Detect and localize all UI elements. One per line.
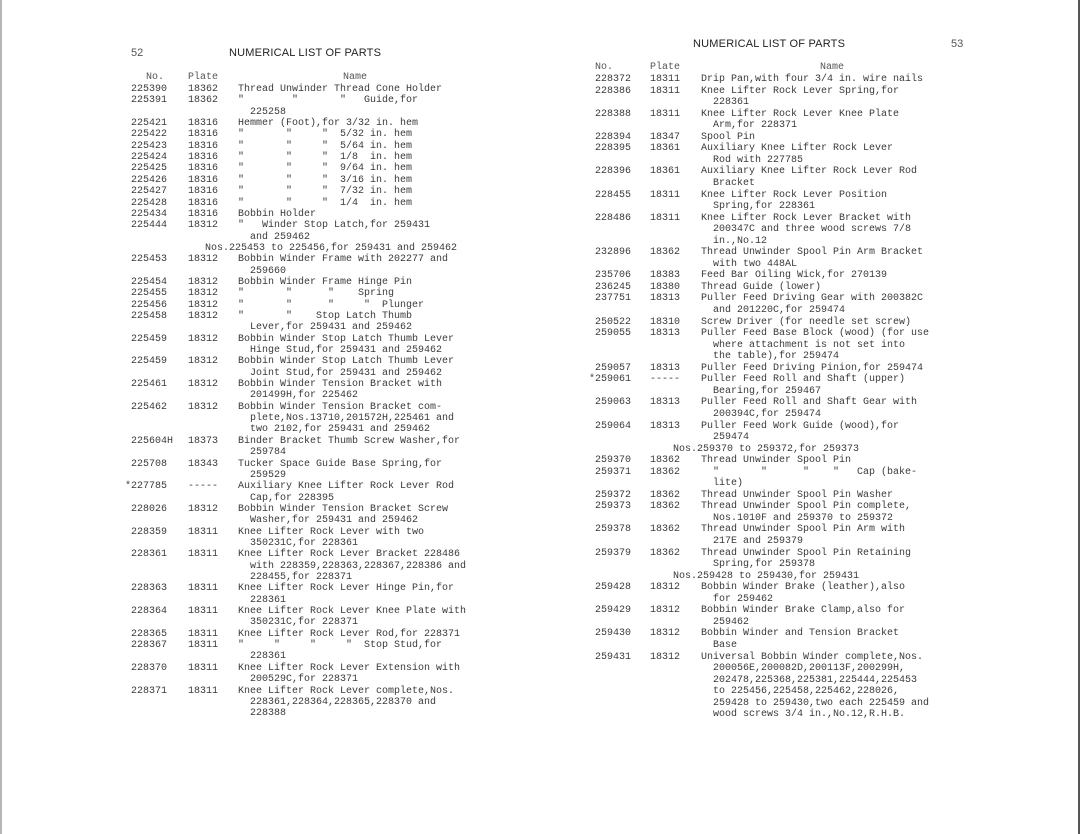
part-name: " " " 5/64 in. hem [238,140,413,152]
plate-number: 18362 [650,547,681,559]
part-name-continuation: Nos.1010F and 259370 to 259372 [713,512,894,524]
plate-number: 18312 [188,299,219,311]
part-name-continuation: 228455,for 228371 [250,572,353,584]
part-number: 235706 [595,270,632,282]
part-name: Drip Pan,with four 3/4 in. wire nails [701,74,924,85]
part-name-continuation: 200529C,for 228371 [250,674,359,686]
part-name-continuation: to 225456,225458,225462,228026, [713,686,900,698]
part-number: 228455 [595,189,632,201]
plate-number: 18311 [650,74,681,85]
part-number: 225462 [131,401,168,413]
part-number: 225428 [131,197,168,209]
plate-number: 18313 [650,397,681,409]
part-name-continuation: 200394C,for 259474 [713,408,822,420]
part-name-continuation: Cap,for 228395 [250,492,335,504]
part-number: 228388 [595,108,632,120]
part-name-continuation: 202478,225368,225381,225444,225453 [713,674,918,686]
part-name-continuation: 259660 [250,265,287,277]
part-name: Knee Lifter Rock Lever Bracket 228486 [238,549,461,561]
page-number: 53 [951,38,964,50]
plate-number: 18312 [188,333,219,345]
part-name: Knee Lifter Rock Lever Hinge Pin,for [238,583,455,595]
part-name: Puller Feed Base Block (wood) (for use [701,328,930,340]
plate-number: 18343 [188,458,219,470]
part-number: 225422 [131,129,168,141]
part-number: 228361 [131,549,168,561]
part-name: Universal Bobbin Winder complete,Nos. [701,651,924,663]
plate-number: 18312 [188,311,219,322]
part-name-continuation: 225258 [250,106,287,118]
part-name: " " " 7/32 in. hem [238,186,413,198]
part-number: 225459 [131,356,168,368]
part-name: Knee Lifter Rock Lever Spring,for [701,85,900,97]
plate-number: 18312 [188,254,219,266]
plate-number: 18311 [188,685,219,697]
plate-number: 18311 [188,662,219,674]
part-number: 228386 [595,85,632,97]
part-name: Screw Driver (for needle set screw) [701,316,912,328]
part-name: " " " " Cap (bake- [701,466,918,478]
part-number: 225604H [131,435,174,447]
plate-number: 18362 [188,84,219,95]
column-header-no: No. [146,72,165,83]
part-name-continuation: 201499H,for 225462 [250,390,359,402]
part-name-continuation: 228361 [713,97,750,109]
plate-number: 18312 [188,503,219,515]
part-number: 259373 [595,501,632,513]
part-name: Puller Feed Work Guide (wood),for [701,420,900,432]
part-number: 259057 [595,362,632,374]
part-name-continuation: 259474 [713,432,750,444]
plate-number: 18316 [188,152,219,164]
part-name: " " " Spring [238,288,395,300]
plate-number: 18311 [188,526,219,538]
part-name: Thread Unwinder Spool Pin Retaining [701,547,912,559]
plate-number: 18312 [188,356,219,368]
plate-number: 18347 [650,131,681,143]
plate-number: 18362 [650,455,681,467]
part-name: Bobbin Winder and Tension Bracket [701,628,900,640]
plate-number: 18316 [188,208,219,220]
plate-number: 18362 [650,524,681,536]
plate-number: 18383 [650,270,681,282]
plate-number: 18316 [188,186,219,198]
part-name: Puller Feed Roll and Shaft Gear with [701,397,918,409]
part-name-continuation: 217E and 259379 [713,535,804,547]
column-header-no: No. [595,62,614,73]
plate-number: 18313 [650,328,681,340]
plate-number: 18313 [650,293,681,305]
part-number: 228026 [131,503,168,515]
column-header-plate: Plate [650,62,681,73]
part-name: " " " " Plunger [238,299,425,311]
part-number: 228370 [131,662,168,674]
plate-number: 18310 [650,316,681,328]
plate-number: 18311 [650,189,681,201]
part-number: 225434 [131,208,168,220]
part-name-continuation: in.,No.12 [713,235,768,247]
part-number: 259428 [595,582,632,594]
part-number: 225423 [131,140,168,152]
part-name: Thread Unwinder Spool Pin Washer [701,489,894,501]
plate-number: 18316 [188,163,219,175]
part-name-continuation: Washer,for 259431 and 259462 [250,515,419,527]
part-name: Knee Lifter Rock Lever Knee Plate [701,108,900,120]
part-name-continuation: 228361,228364,228365,228370 and [250,696,437,708]
plate-number: 18312 [650,582,681,594]
part-name: Puller Feed Driving Gear with 200382C [701,293,924,305]
part-number: 228394 [595,131,632,143]
part-name: Auxiliary Knee Lifter Rock Lever [701,143,894,155]
part-name: Knee Lifter Rock Lever complete,Nos. [238,685,455,697]
plate-number: 18312 [188,288,219,300]
plate-number: 18361 [650,166,681,178]
part-number: 225391 [131,95,168,107]
part-name-continuation: 350231C,for 228361 [250,537,359,549]
part-name: " " " 3/16 in. hem [238,174,413,186]
section-subheading: Nos.259370 to 259372,for 259373 [673,443,860,455]
part-number: 225708 [131,458,168,470]
part-number: 232896 [595,247,632,259]
part-name-continuation: Bracket [713,177,756,189]
plate-number: ----- [188,481,219,493]
part-name-continuation: Arm,for 228371 [713,120,798,132]
plate-number: 18362 [650,501,681,513]
plate-number: 18362 [650,489,681,501]
part-number: 225444 [131,220,168,232]
part-name: Feed Bar Oiling Wick,for 270139 [701,270,888,282]
part-name-continuation: Hinge Stud,for 259431 and 259462 [250,345,443,357]
part-name: " " " " Stop Stud,for [238,640,443,652]
plate-number: 18362 [188,95,219,107]
part-name: Knee Lifter Rock Lever Bracket with [701,212,912,224]
part-number: 237751 [595,293,632,305]
part-number: 225453 [131,254,168,266]
part-name: " " " 1/8 in. hem [238,152,413,164]
part-number: 225427 [131,186,168,198]
part-number: 228359 [131,526,168,538]
part-name: Bobbin Winder Frame with 202277 and [238,254,449,266]
part-number: 228363 [131,583,168,595]
part-number: 228486 [595,212,632,224]
part-name-continuation: 228388 [250,708,287,720]
part-name-continuation: 259462 [713,616,750,628]
page-title: NUMERICAL LIST OF PARTS [693,38,846,50]
plate-number: ----- [650,374,681,386]
right-page [540,0,1080,834]
part-name: Binder Bracket Thumb Screw Washer,for [238,435,461,447]
part-name: Knee Lifter Rock Lever Extension with [238,662,461,674]
part-number: 228372 [595,74,632,85]
part-name: Bobbin Winder Tension Bracket Screw [238,503,449,515]
part-number: 259063 [595,397,632,409]
part-name: Auxiliary Knee Lifter Rock Lever Rod [701,166,918,178]
part-number: 225459 [131,333,168,345]
part-number: 228395 [595,143,632,155]
plate-number: 18311 [650,108,681,120]
part-name-continuation: 200347C and three wood screws 7/8 [713,224,912,236]
plate-number: 18316 [188,118,219,130]
part-name-continuation: Spring,for 259378 [713,559,816,571]
part-number: *227785 [125,481,168,493]
part-number: 225390 [131,84,168,95]
part-number: 236245 [595,281,632,293]
part-name: Bobbin Winder Stop Latch Thumb Lever [238,333,455,345]
part-name-continuation: for 259462 [713,593,774,605]
part-name-continuation: Lever,for 259431 and 259462 [250,322,413,334]
part-name: Bobbin Winder Brake Clamp,also for [701,605,906,617]
part-number: 259379 [595,547,632,559]
plate-number: 18311 [188,583,219,595]
part-name-continuation: with 228359,228363,228367,228386 and [250,560,467,572]
part-number: 225458 [131,311,168,322]
part-name: " Winder Stop Latch,for 259431 [238,220,431,232]
part-name-continuation: Rod with 227785 [713,154,804,166]
part-name-continuation: 259428 to 259430,two each 225459 and [713,697,930,709]
part-name: Puller Feed Roll and Shaft (upper) [701,374,906,386]
section-subheading: Nos.259428 to 259430,for 259431 [673,570,860,582]
plate-number: 18313 [650,362,681,374]
plate-number: 18311 [188,628,219,640]
part-name-continuation: 228361 [250,651,287,663]
part-number: 259429 [595,605,632,617]
column-header-plate: Plate [188,72,219,83]
plate-number: 18316 [188,174,219,186]
part-number: 259371 [595,466,632,478]
part-number: 228396 [595,166,632,178]
part-number: 259372 [595,489,632,501]
plate-number: 18316 [188,129,219,141]
plate-number: 18362 [650,466,681,478]
column-header-name: Name [343,72,368,83]
part-name: Thread Unwinder Spool Pin [701,455,852,467]
plate-number: 18312 [188,401,219,413]
plate-number: 18311 [188,606,219,618]
part-name: " " " 1/4 in. hem [238,197,413,209]
part-name-continuation: Joint Stud,for 259431 and 259462 [250,367,443,379]
part-name-continuation: 228361 [250,594,287,606]
part-name-continuation: Base [713,639,738,651]
part-number: 259370 [595,455,632,467]
part-name-continuation: 259784 [250,447,287,459]
part-name: " " Stop Latch Thumb [238,311,413,322]
part-name: Knee Lifter Rock Lever Position [701,189,888,201]
part-name-continuation: Bearing,for 259467 [713,385,822,397]
section-subheading: Nos.225453 to 225456,for 259431 and 259462 [205,242,458,254]
plate-number: 18312 [650,628,681,640]
part-number: 228371 [131,685,168,697]
part-number: 228367 [131,640,168,652]
part-name: Bobbin Winder Frame Hinge Pin [238,276,413,288]
part-name: Spool Pin [701,131,756,143]
part-name-continuation: and 201220C,for 259474 [713,304,846,316]
part-number: 259055 [595,328,632,340]
part-number: 250522 [595,316,632,328]
part-name-continuation: lite) [713,478,744,490]
part-number: 225455 [131,288,168,300]
part-number: 259431 [595,651,632,663]
part-name: Auxiliary Knee Lifter Rock Lever Rod [238,481,455,493]
part-name: Knee Lifter Rock Lever Rod,for 228371 [238,628,461,640]
part-name-continuation: and 259462 [250,231,311,243]
column-header-name: Name [820,62,845,73]
plate-number: 18373 [188,435,219,447]
part-name: Bobbin Winder Brake (leather),also [701,582,906,594]
part-number: 225424 [131,152,168,164]
plate-number: 18361 [650,143,681,155]
part-name: Bobbin Winder Stop Latch Thumb Lever [238,356,455,368]
part-name: Thread Unwinder Thread Cone Holder [238,84,443,95]
part-name: " " " 5/32 in. hem [238,129,413,141]
part-number: 259064 [595,420,632,432]
plate-number: 18313 [650,420,681,432]
plate-number: 18380 [650,281,681,293]
part-name: Knee Lifter Rock Lever Knee Plate with [238,606,467,618]
part-number: 225454 [131,276,168,288]
part-name-continuation: 200056E,200082D,200113F,200299H, [713,663,906,675]
plate-number: 18311 [188,640,219,652]
part-name-continuation: with two 448AL [713,258,798,270]
part-number: 228364 [131,606,168,618]
part-name-continuation: 259529 [250,469,287,481]
part-name: Hemmer (Foot),for 3/32 in. hem [238,118,419,130]
plate-number: 18311 [650,85,681,97]
plate-number: 18312 [188,276,219,288]
part-number: 259430 [595,628,632,640]
part-number: 225425 [131,163,168,175]
plate-number: 18312 [650,605,681,617]
part-name-continuation: the table),for 259474 [713,351,840,363]
part-name: Thread Guide (lower) [701,281,822,293]
part-name-continuation: 350231C,for 228371 [250,617,359,629]
part-name: Puller Feed Driving Pinion,for 259474 [701,362,924,374]
part-number: *259061 [589,374,632,386]
part-name: Thread Unwinder Spool Pin complete, [701,501,912,513]
part-name: " " " 9/64 in. hem [238,163,413,175]
part-number: 228365 [131,628,168,640]
part-name: Bobbin Winder Tension Bracket com- [238,401,443,413]
plate-number: 18316 [188,140,219,152]
part-number: 225421 [131,118,168,130]
part-name-continuation: Spring,for 228361 [713,201,816,213]
plate-number: 18312 [188,379,219,391]
part-number: 259378 [595,524,632,536]
plate-number: 18362 [650,247,681,259]
plate-number: 18311 [188,549,219,561]
plate-number: 18316 [188,197,219,209]
part-name: " " " Guide,for [238,95,419,107]
page-number: 52 [131,47,144,59]
part-name-continuation: where attachment is not set into [713,339,906,351]
part-name-continuation: wood screws 3/4 in.,No.12,R.H.B. [713,709,906,721]
part-name: Knee Lifter Rock Lever with two [238,526,425,538]
part-name: Bobbin Holder [238,208,317,220]
plate-number: 18312 [650,651,681,663]
part-number: 225456 [131,299,168,311]
part-name: Thread Unwinder Spool Pin Arm with [701,524,906,536]
part-name: Thread Unwinder Spool Pin Arm Bracket [701,247,924,259]
part-name-continuation: two 2102,for 259431 and 259462 [250,424,431,436]
part-number: 225461 [131,379,168,391]
part-number: 225426 [131,174,168,186]
part-name: Bobbin Winder Tension Bracket with [238,379,443,391]
plate-number: 18312 [188,220,219,232]
part-name-continuation: plete,Nos.13710,201572H,225461 and [250,413,455,425]
part-name: Tucker Space Guide Base Spring,for [238,458,443,470]
plate-number: 18311 [650,212,681,224]
page-title: NUMERICAL LIST OF PARTS [229,47,382,59]
